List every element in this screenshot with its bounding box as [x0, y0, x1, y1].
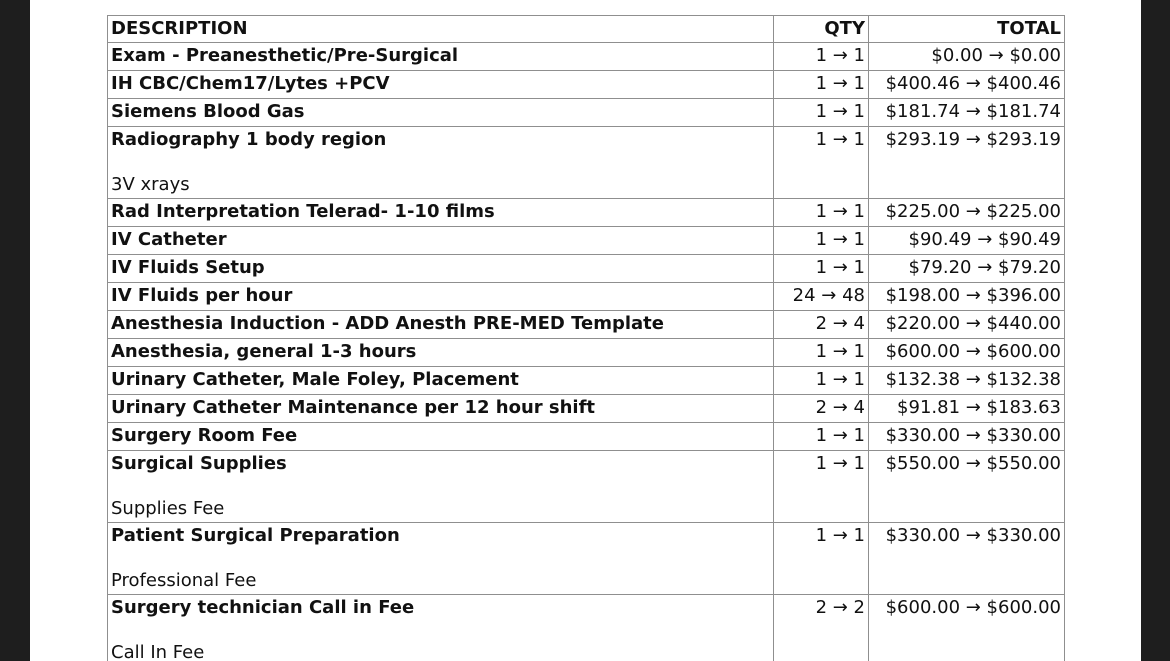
- item-description-cell: [108, 227, 774, 255]
- item-name: IV Fluids Setup: [111, 257, 265, 278]
- item-qty: 1 → 1: [774, 71, 869, 99]
- table-row: [108, 255, 1065, 283]
- item-description-cell: [108, 283, 774, 311]
- table-row: [108, 395, 1065, 423]
- item-total: $132.38 → $132.38: [869, 367, 1065, 395]
- item-total: $220.00 → $440.00: [869, 311, 1065, 339]
- item-total: $293.19 → $293.19: [869, 127, 1065, 199]
- item-name: Surgery technician Call in Fee: [111, 597, 415, 618]
- item-qty: 1 → 1: [774, 227, 869, 255]
- table-row: [108, 283, 1065, 311]
- item-description-cell: [108, 199, 774, 227]
- item-total: $400.46 → $400.46: [869, 71, 1065, 99]
- table-row: [108, 451, 1065, 523]
- item-description-cell: [108, 339, 774, 367]
- line-items-table: [107, 15, 1065, 661]
- item-name: Urinary Catheter, Male Foley, Placement: [111, 369, 519, 390]
- table-row: [108, 523, 1065, 595]
- document-page: [30, 0, 1141, 661]
- table-row: [108, 127, 1065, 199]
- item-name: Exam - Preanesthetic/Pre-Surgical: [111, 45, 459, 66]
- item-description-cell: [108, 99, 774, 127]
- table-row: [108, 423, 1065, 451]
- item-total: $90.49 → $90.49: [869, 227, 1065, 255]
- item-total: $181.74 → $181.74: [869, 99, 1065, 127]
- item-qty: 2 → 2: [774, 595, 869, 661]
- item-name: Anesthesia Induction - ADD Anesth PRE-MED Template: [111, 313, 664, 334]
- item-qty: 1 → 1: [774, 99, 869, 127]
- item-total: $79.20 → $79.20: [869, 255, 1065, 283]
- item-total: $550.00 → $550.00: [869, 451, 1065, 523]
- table-header-row: [108, 16, 1065, 43]
- item-name: Radiography 1 body region: [111, 129, 387, 150]
- table-row: [108, 227, 1065, 255]
- item-total: $330.00 → $330.00: [869, 523, 1065, 595]
- table-row: [108, 99, 1065, 127]
- item-total: $600.00 → $600.00: [869, 339, 1065, 367]
- item-qty: 2 → 4: [774, 311, 869, 339]
- item-name: IH CBC/Chem17/Lytes +PCV: [111, 73, 390, 94]
- item-description-cell: [108, 127, 774, 199]
- item-name: Anesthesia, general 1-3 hours: [111, 341, 417, 362]
- item-description-cell: [108, 367, 774, 395]
- item-qty: 1 → 1: [774, 451, 869, 523]
- header-description: DESCRIPTION: [108, 16, 774, 43]
- item-total: $0.00 → $0.00: [869, 43, 1065, 71]
- item-description-cell: [108, 311, 774, 339]
- item-name: Urinary Catheter Maintenance per 12 hour shift: [111, 397, 596, 418]
- item-description-cell: [108, 43, 774, 71]
- item-name: Siemens Blood Gas: [111, 101, 305, 122]
- header-qty: QTY: [774, 16, 869, 43]
- item-total: $91.81 → $183.63: [869, 395, 1065, 423]
- header-total: TOTAL: [869, 16, 1065, 43]
- item-name: Surgical Supplies: [111, 453, 287, 474]
- item-qty: 1 → 1: [774, 255, 869, 283]
- item-description-cell: [108, 71, 774, 99]
- table-row: [108, 311, 1065, 339]
- item-qty: 1 → 1: [774, 127, 869, 199]
- item-qty: 1 → 1: [774, 423, 869, 451]
- table-row: [108, 595, 1065, 661]
- item-qty: 2 → 4: [774, 395, 869, 423]
- item-name: Surgery Room Fee: [111, 425, 298, 446]
- item-qty: 1 → 1: [774, 523, 869, 595]
- item-total: $198.00 → $396.00: [869, 283, 1065, 311]
- item-name: Rad Interpretation Telerad- 1-10 films: [111, 201, 495, 222]
- item-qty: 1 → 1: [774, 367, 869, 395]
- table-row: [108, 199, 1065, 227]
- item-name: IV Catheter: [111, 229, 227, 250]
- item-note: 3V xrays: [111, 174, 190, 195]
- item-description-cell: [108, 523, 774, 595]
- table-row: [108, 43, 1065, 71]
- item-description-cell: [108, 255, 774, 283]
- item-description-cell: [108, 395, 774, 423]
- item-name: IV Fluids per hour: [111, 285, 293, 306]
- item-description-cell: [108, 423, 774, 451]
- item-total: $600.00 → $600.00: [869, 595, 1065, 661]
- item-qty: 1 → 1: [774, 43, 869, 71]
- item-note: Call In Fee: [111, 642, 205, 661]
- item-total: $330.00 → $330.00: [869, 423, 1065, 451]
- item-name: Patient Surgical Preparation: [111, 525, 400, 546]
- item-description-cell: [108, 451, 774, 523]
- table-row: [108, 367, 1065, 395]
- item-qty: 1 → 1: [774, 339, 869, 367]
- table-row: [108, 339, 1065, 367]
- item-description-cell: [108, 595, 774, 661]
- item-qty: 24 → 48: [774, 283, 869, 311]
- table-row: [108, 71, 1065, 99]
- item-total: $225.00 → $225.00: [869, 199, 1065, 227]
- item-qty: 1 → 1: [774, 199, 869, 227]
- table-body: [108, 43, 1065, 661]
- item-note: Professional Fee: [111, 570, 257, 591]
- item-note: Supplies Fee: [111, 498, 225, 519]
